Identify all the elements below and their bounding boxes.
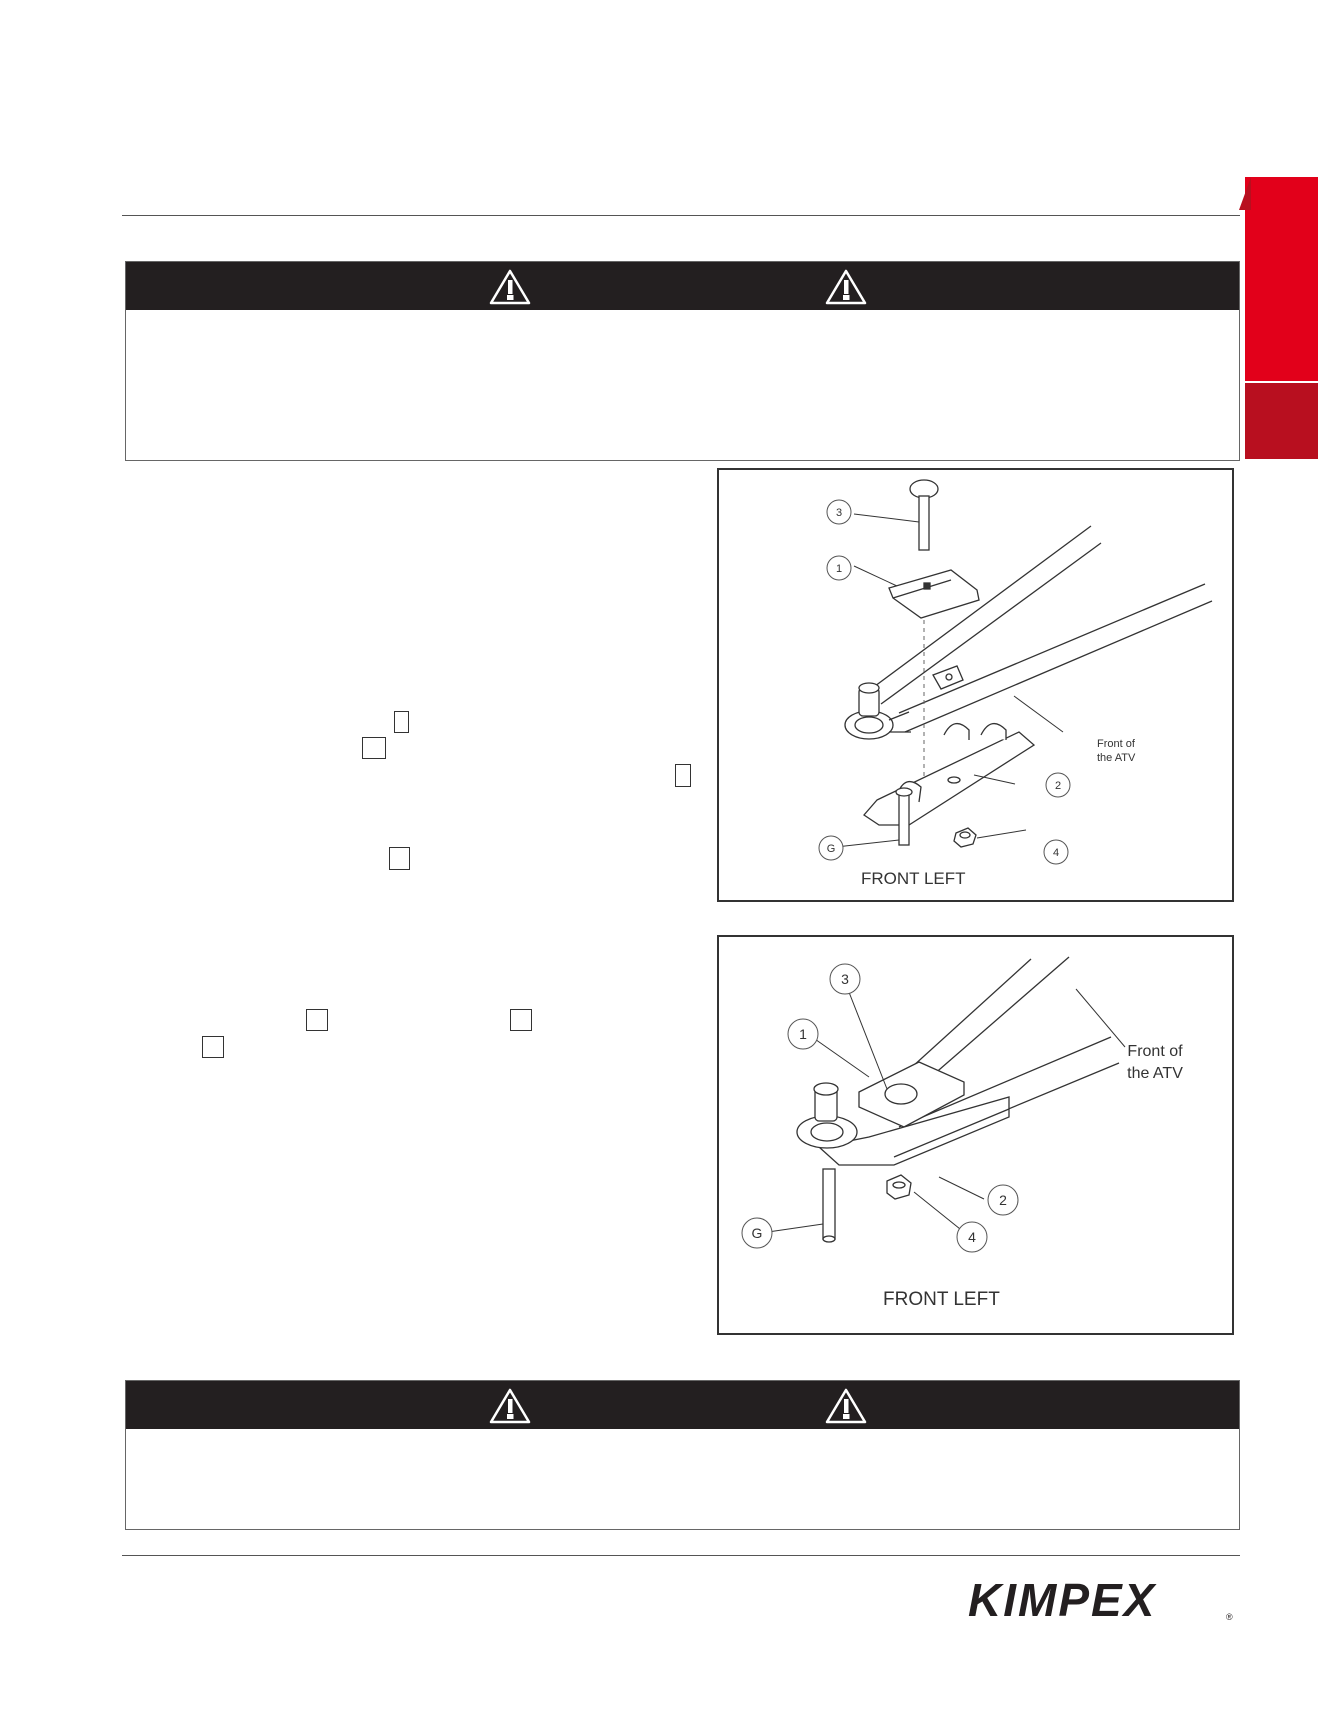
warning-header-bar [126, 1381, 1239, 1429]
callout-label: 3 [835, 507, 843, 519]
direction-label: the ATV [1127, 1065, 1183, 1082]
step-checkbox[interactable] [394, 711, 409, 733]
callout-label: 4 [1052, 847, 1060, 859]
direction-label: the ATV [1097, 752, 1136, 764]
warning-triangle-icon [824, 268, 868, 306]
direction-label: Front of [1097, 738, 1135, 750]
warning-box-top [125, 261, 1240, 461]
nut-part [887, 1175, 911, 1199]
ball-joint-part [797, 1083, 857, 1148]
step-checkbox[interactable] [202, 1036, 224, 1058]
section-tab [1239, 177, 1318, 459]
callout-label: 4 [968, 1229, 976, 1245]
callout-label: 1 [799, 1026, 807, 1042]
warning-triangle-icon [488, 268, 532, 306]
top-plate-part [889, 570, 979, 618]
step-checkbox[interactable] [510, 1009, 532, 1031]
a-arm-drawing [879, 957, 1119, 1152]
callout-label: G [751, 1225, 763, 1241]
footer-rule [122, 1555, 1240, 1556]
figure-caption: FRONT LEFT [883, 1289, 1000, 1310]
direction-label: Front of [1127, 1043, 1183, 1060]
header-rule [122, 215, 1240, 216]
step-checkbox[interactable] [389, 847, 410, 870]
step-checkbox[interactable] [675, 764, 691, 787]
warning-triangle-icon [488, 1387, 532, 1425]
figure-front-left-exploded [717, 468, 1234, 902]
step-checkbox[interactable] [362, 737, 386, 759]
callout-label: G [826, 843, 836, 855]
lower-bolt-part [896, 788, 912, 845]
warning-triangle-icon [824, 1387, 868, 1425]
figure-caption: FRONT LEFT [861, 869, 966, 888]
bolt-part [910, 480, 938, 550]
step-checkbox[interactable] [306, 1009, 328, 1031]
lower-bolt-part [823, 1169, 835, 1242]
callout-label: 3 [841, 971, 849, 987]
warning-header-bar [126, 262, 1239, 310]
figure-front-left-assembled [717, 935, 1234, 1335]
registered-mark: ® [1226, 1612, 1233, 1622]
bottom-bracket-part [864, 724, 1034, 825]
callout-label: 2 [1054, 780, 1062, 792]
callout-label: 2 [999, 1192, 1007, 1208]
callout-label: 1 [835, 563, 843, 575]
kimpex-logo [968, 1576, 1236, 1622]
nut-part [954, 828, 976, 847]
section-tab-shape [1239, 177, 1318, 459]
warning-box-bottom [125, 1380, 1240, 1530]
logo-text: KIMPEX [968, 1576, 1157, 1622]
